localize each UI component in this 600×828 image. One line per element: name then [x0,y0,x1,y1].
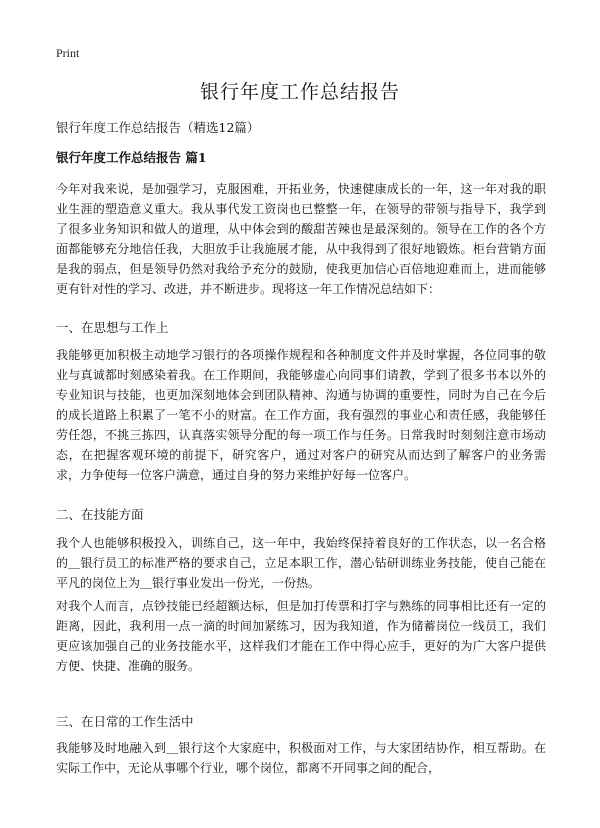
paragraph-intro: 今年对我来说，是加强学习，克服困难，开拓业务，快速健康成长的一年，这一年对我的职业生涯的塑造意义重大。我从事代发工资岗也已整整一年，在领导的带领与指导下，我学到了很多业务知识和做人的道理，从中体会到的酸甜苦辣也是最深刻的。领导在工作的各个方面都能够充分地信任我，大胆放手让我施展才能，从中我得到了很好地锻炼。柜台营销方面是我的弱点，但是领导仍然对我给予充分的鼓励，使我更加信心百倍地迎难而上，进而能够更有针对性的学习、改进，并不断进步。现将这一年工作情况总结如下： [56,182,546,296]
paragraph-skills-1: 我个人也能够积极投入，训练自己，这一年中，我始终保持着良好的工作状态，以一名合格的＿银行员工的标准严格的要求自己，立足本职工作，潜心钻研训练业务技能，使自己能在平凡的岗位上为＿银行事业发出一份光，一份热。 [56,536,546,590]
heading-skills: 二、在技能方面 [56,507,144,522]
paragraph-skills-2: 对我个人而言，点钞技能已经超额达标，但是加打传票和打字与熟练的同事相比还有一定的距离，因此，我利用一点一滴的时间加紧练习，因为我知道，作为储蓄岗位一线员工，我们更应该加强自己的业务技能水平，这样我们才能在工作中得心应手，更好的为广大客户提供方便、快捷、准确的服务。 [56,599,546,673]
paragraph-daily-work-life: 我能够及时地融入到＿银行这个大家庭中，积极面对工作，与大家团结协作，相互帮助。在实际工作中，无论从事哪个行业，哪个岗位，都离不开同事之间的配合， [56,741,546,775]
heading-daily-work-life: 三、在日常的工作生活中 [56,714,194,729]
section-title: 银行年度工作总结报告 篇1 [56,150,207,165]
document-subtitle: 银行年度工作总结报告（精选12篇） [56,120,260,135]
heading-thought-and-work: 一、在思想与工作上 [56,320,169,335]
paragraph-thought-and-work: 我能够更加积极主动地学习银行的各项操作规程和各种制度文件并及时掌握，各位同事的敬业与真诚都时刻感染着我。在工作期间，我能够虚心向同事们请教，学到了很多书本以外的专业知识与技能，也更加深刻地体会到团队精神、沟通与协调的重要性，同时为自己在今后的成长道路上积累了一笔不小的财富。在工作方面，我有强烈的事业心和责任感，我能够任劳任怨，不挑三拣四，认真落实领导分配的每一项工作与任务。日常我时时刻刻注意市场动态，在把握客观环境的前提下，研究客户，通过对客户的研究从而达到了解客户的业务需求，力争使每一位客户满意，通过自身的努力来维护好每一位客户。 [56,348,546,482]
document-title: 银行年度工作总结报告 [199,81,400,103]
print-link[interactable]: Print [56,46,80,60]
